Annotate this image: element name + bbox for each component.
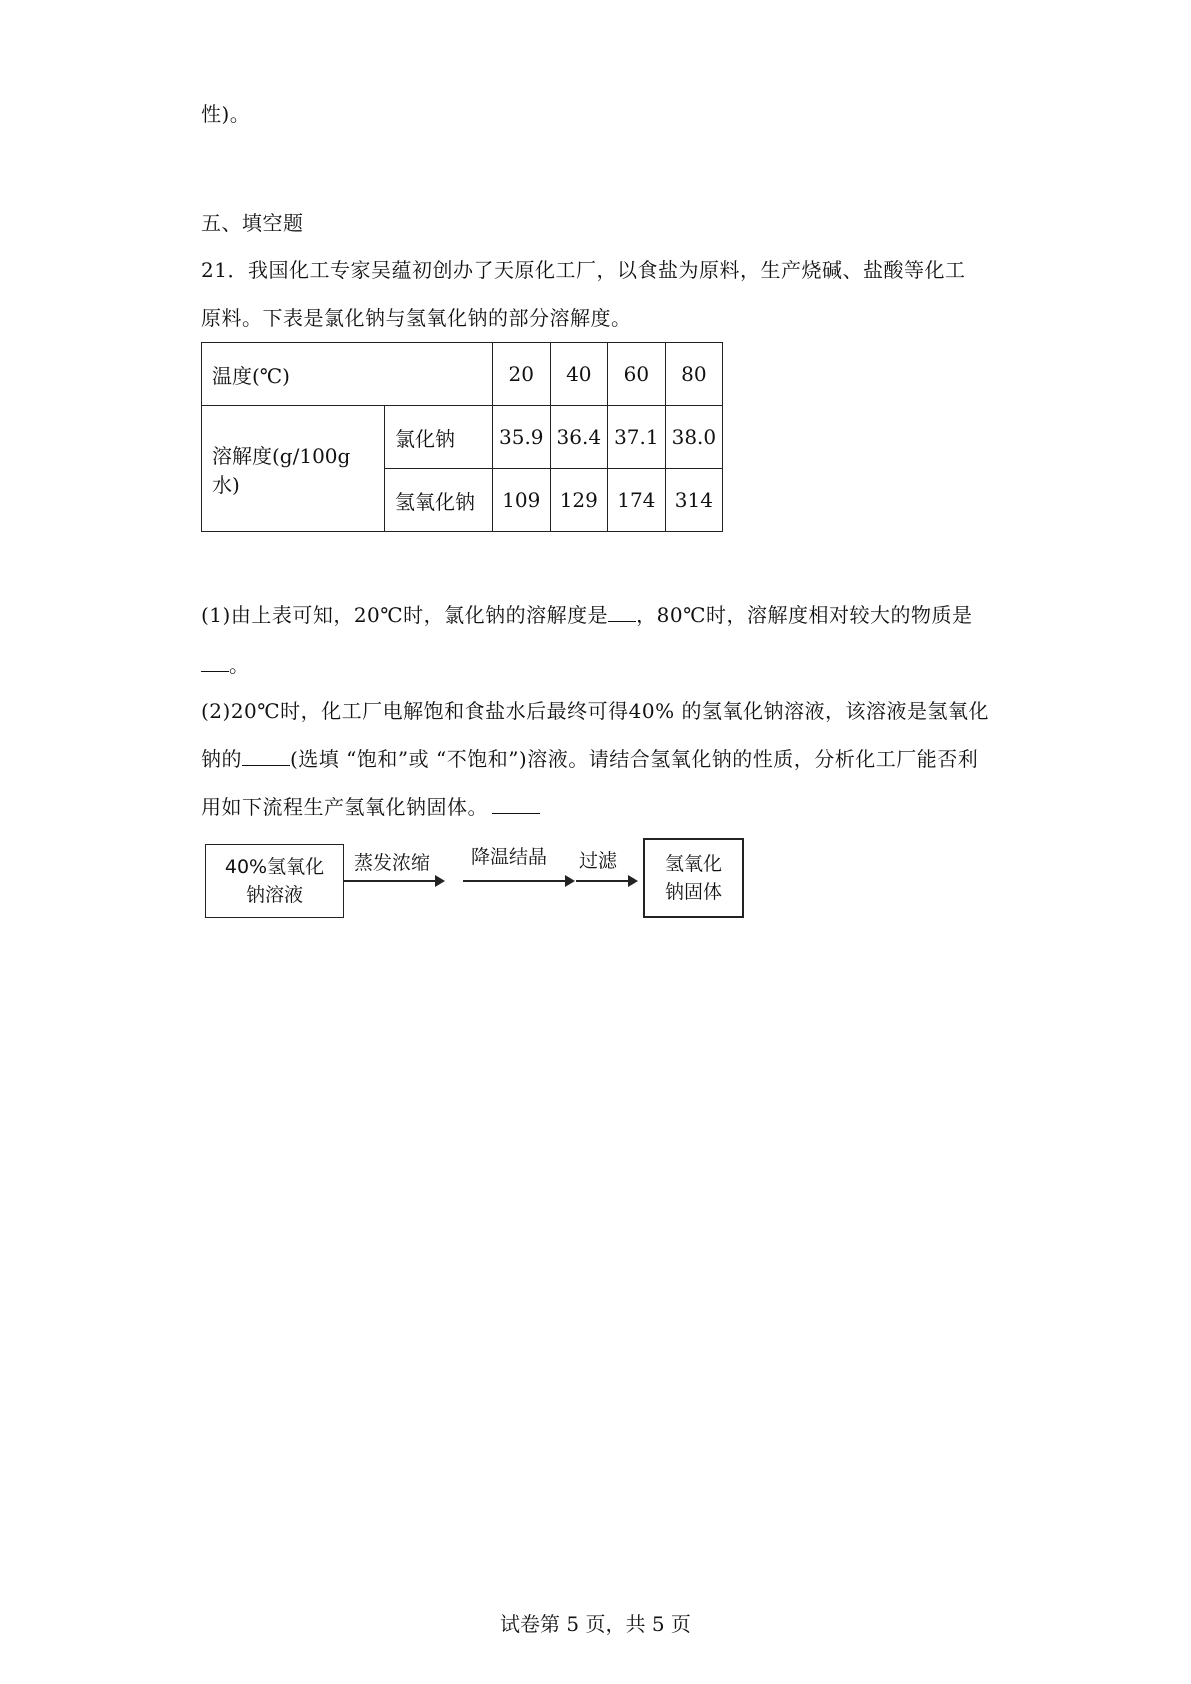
flow-step-1-label: 蒸发浓缩 (354, 852, 431, 874)
value-cell: 36.4 (550, 406, 608, 469)
sub-question-1 (201, 601, 972, 629)
question-21-line-1: 21．我国化工专家吴蕴初创办了天原化工厂，以食盐为原料，生产烧碱、盐酸等化工 (201, 258, 966, 282)
process-flow-diagram (201, 838, 741, 928)
sub-question-2-text-a: 钠的 (201, 747, 242, 771)
table-row (202, 406, 723, 469)
answer-blank[interactable] (242, 747, 290, 766)
value-cell: 38.0 (665, 406, 723, 469)
answer-blank[interactable] (608, 603, 636, 622)
flow-step-2-label: 降温结晶 (471, 846, 548, 868)
sub-question-1-text-b: ，80℃时，溶解度相对较大的物质是 (636, 603, 973, 627)
flow-step-3-label: 过滤 (579, 850, 618, 872)
substance-name: 氯化钠 (385, 406, 493, 469)
flow-arrow-2 (463, 880, 573, 882)
temp-cell: 80 (665, 343, 723, 406)
flow-start-line-2: 钠溶液 (245, 884, 303, 906)
value-cell: 314 (665, 469, 723, 532)
section-title: 五、填空题 (201, 211, 304, 235)
temperature-header: 温度(℃) (202, 343, 493, 406)
sub-question-2-text-b: (选填 “饱和”或 “不饱和”)溶液。请结合氢氧化钠的性质，分析化工厂能否利 (290, 747, 979, 771)
sub-question-2-line-3 (201, 793, 540, 821)
flow-end-box (643, 838, 744, 918)
flow-end-line-2: 钠固体 (664, 881, 722, 903)
solubility-label: 溶解度(g/100g水) (202, 406, 385, 532)
table-header-row (202, 343, 723, 406)
value-cell: 129 (550, 469, 608, 532)
answer-blank[interactable] (492, 795, 540, 814)
temp-cell: 20 (493, 343, 551, 406)
previous-question-tail: 性)。 (201, 102, 251, 126)
substance-name: 氢氧化钠 (385, 469, 493, 532)
sub-question-2-text-c: 用如下流程生产氢氧化钠固体。 (201, 795, 488, 819)
temp-cell: 40 (550, 343, 608, 406)
page-footer: 试卷第 5 页，共 5 页 (500, 1612, 691, 1636)
value-cell: 174 (608, 469, 666, 532)
sub-question-2-line-2 (201, 745, 978, 773)
sub-question-1-text-a: (1)由上表可知，20℃时，氯化钠的溶解度是 (201, 603, 609, 627)
sub-question-1-end (201, 651, 250, 679)
value-cell: 37.1 (608, 406, 666, 469)
value-cell: 109 (493, 469, 551, 532)
flow-arrow-3 (576, 880, 636, 882)
sub-question-2-line-1: (2)20℃时，化工厂电解饱和食盐水后最终可得40% 的氢氧化钠溶液，该溶液是氢氧化 (201, 699, 989, 723)
temp-cell: 60 (608, 343, 666, 406)
flow-end-line-1: 氢氧化 (664, 853, 722, 875)
flow-start-box (205, 844, 344, 918)
sub-question-1-period: 。 (229, 653, 250, 677)
solubility-table (201, 342, 723, 532)
flow-start-line-1: 40%氢氧化 (224, 856, 325, 878)
answer-blank[interactable] (201, 653, 229, 672)
value-cell: 35.9 (493, 406, 551, 469)
flow-arrow-1 (343, 880, 443, 882)
question-21-line-2: 原料。下表是氯化钠与氢氧化钠的部分溶解度。 (201, 306, 632, 330)
